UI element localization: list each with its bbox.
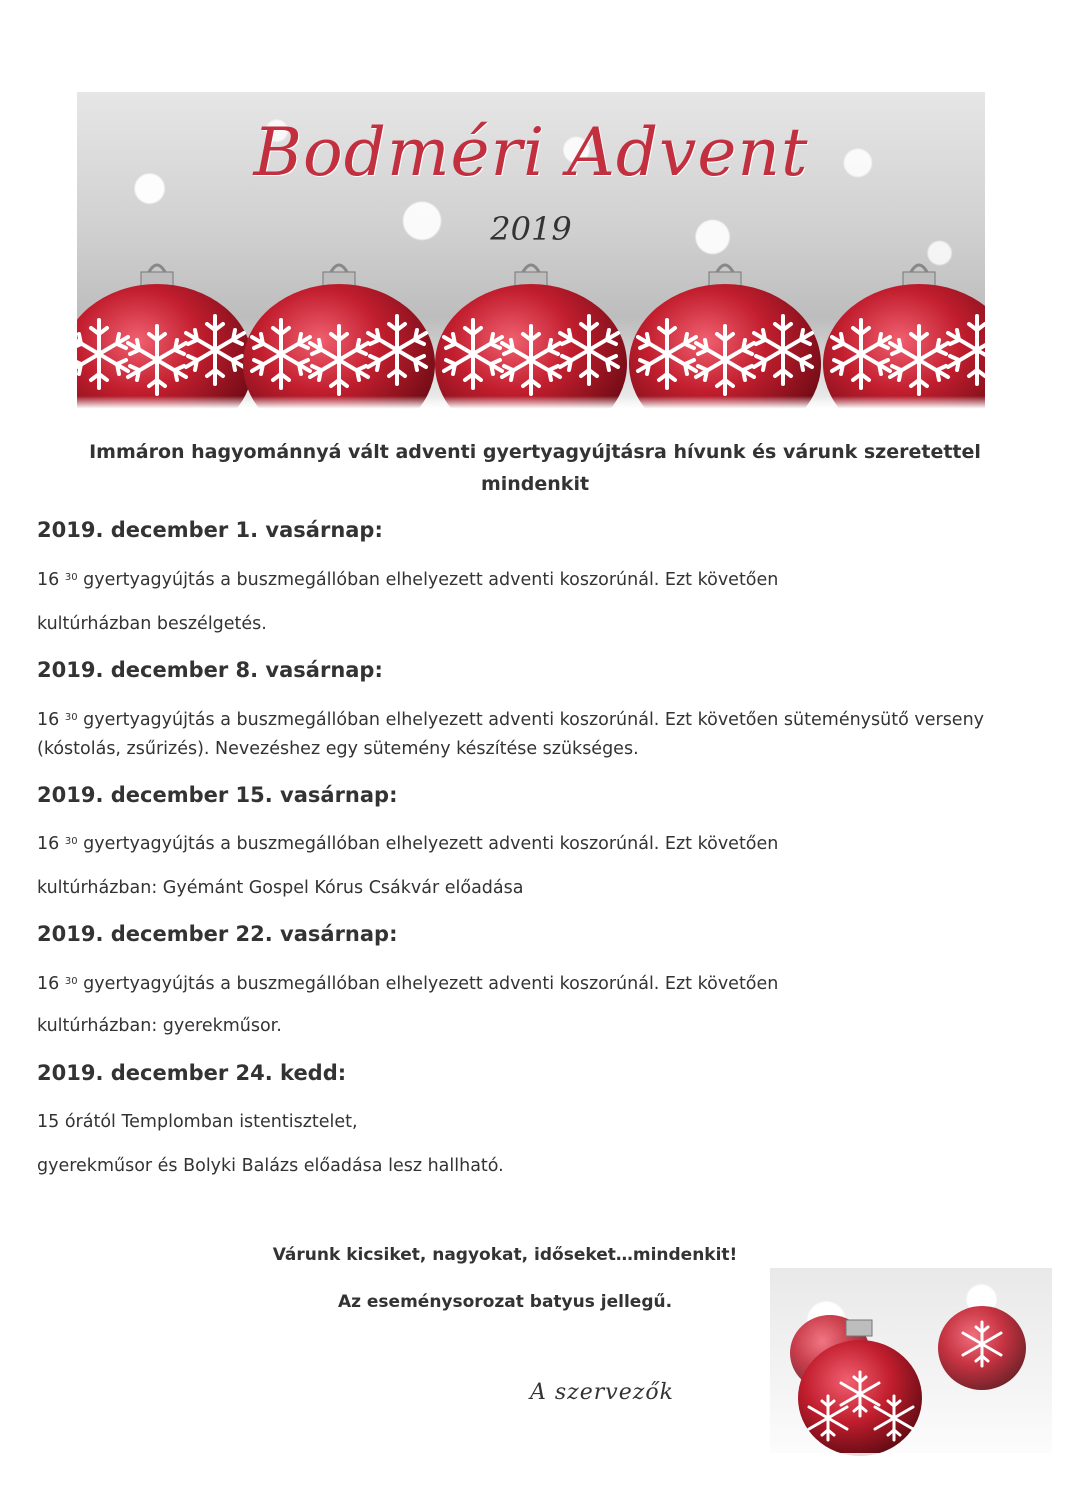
banner-title: Bodméri Advent: [253, 114, 809, 191]
event-5-line-1: 15 órától Templomban istentisztelet,: [37, 1112, 358, 1132]
time-minutes: 30: [64, 712, 78, 723]
event-1-line-2: kultúrházban beszélgetés.: [37, 614, 267, 634]
advent-banner: [77, 92, 985, 414]
event-4-line-1: [37, 970, 1027, 998]
event-heading-1: 2019. december 1. vasárnap:: [37, 518, 383, 542]
event-3-text-1: gyertyagyújtás a buszmegállóban elhelyezett adventi koszorúnál. Ezt követően: [83, 834, 779, 854]
event-heading-2: 2019. december 8. vasárnap:: [37, 658, 383, 682]
signature: A szervezők: [530, 1380, 674, 1405]
event-5-line-2: gyerekműsor és Bolyki Balázs előadása lesz hallható.: [37, 1156, 504, 1176]
time-minutes: 30: [64, 836, 78, 847]
time-hour: 16: [37, 834, 60, 854]
time-minutes: 30: [64, 572, 78, 583]
time-minutes: 30: [64, 976, 78, 987]
event-3-line-2: kultúrházban: Gyémánt Gospel Kórus Csákvár előadása: [37, 878, 524, 898]
event-2-line-2: (kóstolás, zsűrizés). Nevezéshez egy sütemény készítése szükséges.: [37, 739, 639, 759]
corner-ornaments-photo: [770, 1268, 1052, 1478]
closing-line-1: Várunk kicsiket, nagyokat, időseket…mindenkit!: [272, 1245, 738, 1265]
event-heading-3: 2019. december 15. vasárnap:: [37, 783, 398, 807]
intro-text: Immáron hagyománnyá vált adventi gyertyagyújtásra hívunk és várunk szeretettel mindenkit: [89, 441, 981, 495]
time-hour: 16: [37, 570, 60, 590]
event-1-text-1: gyertyagyújtás a buszmegállóban elhelyezett adventi koszorúnál. Ezt követően: [83, 570, 779, 590]
banner-year: 2019: [490, 210, 572, 248]
event-2-line-1: [37, 706, 1027, 734]
time-hour: 16: [37, 710, 60, 730]
closing-line-2: Az eseménysorozat batyus jellegű.: [337, 1292, 673, 1312]
event-4-text-1: gyertyagyújtás a buszmegállóban elhelyezett adventi koszorúnál. Ezt követően: [83, 974, 779, 994]
event-heading-5: 2019. december 24. kedd:: [37, 1061, 347, 1085]
event-2-text-1: gyertyagyújtás a buszmegállóban elhelyezett adventi koszorúnál. Ezt követően süteménysütő verseny: [83, 710, 985, 730]
event-4-line-2: kultúrházban: gyerekműsor.: [37, 1016, 282, 1036]
ornaments-illustration: [77, 254, 985, 414]
time-hour: 16: [37, 974, 60, 994]
event-heading-4: 2019. december 22. vasárnap:: [37, 922, 398, 946]
corner-ornaments-illustration: [770, 1268, 1052, 1478]
event-1-line-1: [37, 566, 1027, 594]
event-3-line-1: [37, 830, 1027, 858]
snow-strip: [77, 396, 985, 414]
